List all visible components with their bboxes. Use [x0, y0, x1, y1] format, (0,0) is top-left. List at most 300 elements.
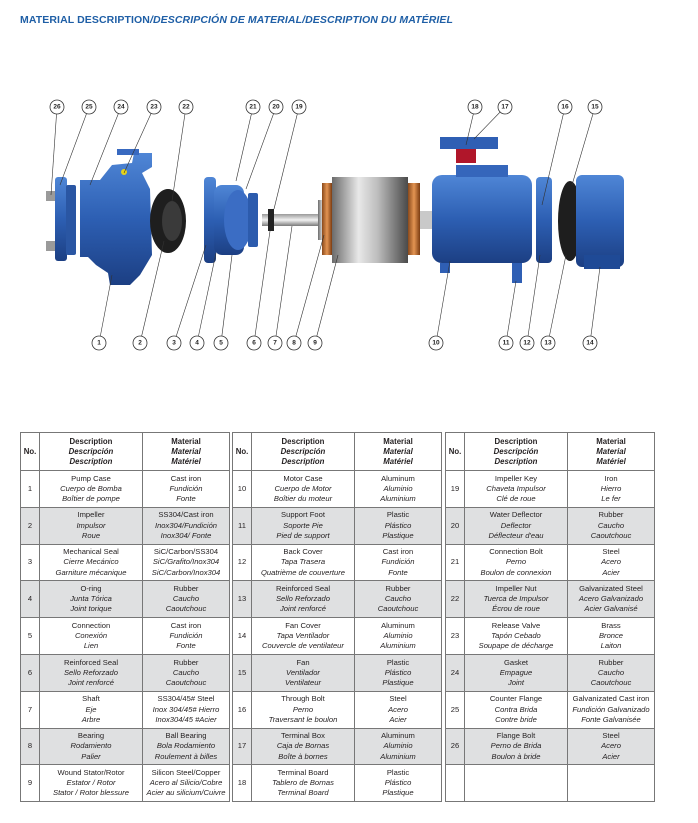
table-row [233, 507, 442, 544]
description-es: Soporte Pie [283, 520, 323, 530]
callout-19 [292, 100, 306, 114]
description-en: Through Bolt [281, 694, 325, 704]
part-number [446, 765, 465, 802]
table-row [233, 654, 442, 691]
material-fr: Caoutchouc [165, 677, 207, 687]
part-number: 26 [446, 728, 465, 765]
part-material [143, 728, 230, 765]
material-en: Brass [601, 620, 621, 630]
callout-16 [558, 100, 572, 114]
material-en: Steel [602, 547, 620, 557]
svg-text:7: 7 [273, 339, 277, 347]
material-fr: SiC/Carbon/Inox304 [151, 567, 221, 577]
callout-23 [147, 100, 161, 114]
part-material [143, 618, 230, 655]
table-row [233, 765, 442, 802]
material-fr: Fonte [388, 567, 408, 577]
material-en: Galvanizated Cast iron [572, 694, 650, 704]
material-table-1 [20, 432, 230, 802]
header-description-en: Description [281, 436, 325, 446]
description-en: Fan [296, 657, 310, 667]
material-en: Silicon Steel/Copper [151, 767, 221, 777]
description-fr: Déflecteur d'eau [488, 530, 544, 540]
callout-15 [588, 100, 602, 114]
description-fr: Boulon de connexion [480, 567, 552, 577]
part-description [252, 654, 355, 691]
part-number: 9 [21, 765, 40, 802]
material-fr: Aluminium [380, 494, 416, 503]
description-es: Impulsor [76, 520, 106, 530]
part-material [355, 765, 442, 802]
part-material [355, 618, 442, 655]
part-material [355, 581, 442, 618]
material-fr: Fonte [176, 641, 196, 651]
svg-text:25: 25 [85, 103, 93, 111]
material-fr: Aluminium [380, 751, 416, 761]
description-en: Impeller Key [494, 473, 538, 483]
exploded-pump-diagram [0, 85, 698, 365]
description-fr: Écrou de roue [492, 604, 540, 614]
svg-text:5: 5 [219, 339, 223, 347]
part-description [40, 618, 143, 655]
part-material [568, 765, 655, 802]
material-en: SS304/Cast iron [158, 510, 214, 520]
part-material [355, 544, 442, 581]
callout-8 [287, 336, 301, 350]
material-fr: Plastique [382, 788, 414, 798]
description-es: Perno [292, 704, 314, 714]
description-fr: Boulon à bride [491, 751, 541, 761]
material-es: Plástico [384, 667, 412, 677]
part-description [40, 691, 143, 728]
material-en: Aluminum [381, 473, 415, 483]
table-row [446, 765, 655, 802]
material-es: Aluminio [383, 630, 413, 640]
header-description [252, 433, 355, 471]
callout-7 [268, 336, 282, 350]
callout-20 [269, 100, 283, 114]
material-fr: Inox304/45 #Acier [155, 714, 217, 724]
description-en: Support Foot [281, 510, 325, 520]
header-material-en: Material [596, 436, 626, 446]
material-es: Aluminio [383, 741, 413, 751]
description-en: Pump Case [71, 473, 111, 483]
material-fr: Aluminium [380, 641, 416, 651]
description-en: Shaft [82, 694, 100, 704]
table-row [21, 471, 230, 508]
material-en: Steel [389, 694, 407, 704]
table-row [21, 618, 230, 655]
part-material [568, 618, 655, 655]
svg-text:18: 18 [471, 103, 479, 111]
description-es: Estator / Rotor [66, 778, 116, 788]
part-description [252, 507, 355, 544]
callout-6 [247, 336, 261, 350]
table-row [21, 544, 230, 581]
callout-25 [82, 100, 96, 114]
material-fr: Fonte Galvanisée [581, 714, 641, 724]
part-description [252, 581, 355, 618]
description-es: Caja de Bornas [276, 741, 330, 751]
part-description [252, 618, 355, 655]
description-es: Conexión [74, 630, 108, 640]
part-description [40, 728, 143, 765]
svg-text:10: 10 [432, 339, 440, 347]
part-material [355, 728, 442, 765]
description-en: Back Cover [283, 547, 323, 557]
material-fr: Inox304/ Fonte [160, 530, 212, 540]
description-en: Terminal Board [277, 767, 329, 777]
part-material [568, 471, 655, 508]
part-number: 25 [446, 691, 465, 728]
table-row [21, 654, 230, 691]
header-material [143, 433, 230, 471]
part-number: 3 [21, 544, 40, 581]
material-fr: Caoutchouc [377, 604, 419, 614]
material-es: Fundición [381, 557, 415, 567]
table-row [446, 581, 655, 618]
table-row [446, 728, 655, 765]
material-en: Aluminum [381, 620, 415, 630]
part-number: 23 [446, 618, 465, 655]
svg-text:21: 21 [249, 103, 257, 111]
description-fr: Clé de roue [496, 494, 536, 503]
part-material [143, 654, 230, 691]
description-es: Deflector [500, 520, 532, 530]
description-es: Eje [85, 704, 97, 714]
part-description [40, 544, 143, 581]
part-number: 1 [21, 471, 40, 508]
part-number: 15 [233, 654, 252, 691]
description-es: Cierre Mecánico [63, 557, 119, 567]
table-row [233, 728, 442, 765]
svg-text:13: 13 [544, 339, 552, 347]
material-fr: Plastique [382, 530, 414, 540]
part-number: 11 [233, 507, 252, 544]
material-es: Acero [601, 741, 621, 751]
table-row [21, 581, 230, 618]
part-number: 17 [233, 728, 252, 765]
description-es: Cuerpo de Bomba [60, 483, 122, 493]
material-en: SS304/45# Steel [157, 694, 215, 704]
part-material [568, 507, 655, 544]
description-es: Perno [505, 557, 527, 567]
part-number: 14 [233, 618, 252, 655]
part-description [465, 471, 568, 508]
table-row [233, 471, 442, 508]
description-fr: Contre bride [495, 714, 537, 724]
description-fr: Roue [81, 530, 101, 540]
part-number: 24 [446, 654, 465, 691]
svg-text:11: 11 [502, 339, 510, 347]
description-es: Sello Reforzado [275, 594, 331, 604]
material-en: Plastic [386, 657, 410, 667]
description-es: Rodamiento [70, 741, 112, 751]
header-description-en: Description [69, 436, 113, 446]
part-number: 7 [21, 691, 40, 728]
callout-2 [133, 336, 147, 350]
header-no: No. [233, 433, 252, 471]
part-description [465, 618, 568, 655]
part-material [143, 471, 230, 508]
description-en: Wound Stator/Rotor [57, 767, 125, 777]
svg-text:23: 23 [150, 103, 158, 111]
header-no: No. [21, 433, 40, 471]
material-fr: Plastique [382, 677, 414, 687]
part-description [252, 765, 355, 802]
part-number: 13 [233, 581, 252, 618]
material-table-2 [232, 432, 442, 802]
material-en: Iron [604, 473, 618, 483]
material-es: Acero Galvanizado [578, 594, 644, 604]
table-row [446, 544, 655, 581]
table-row [233, 581, 442, 618]
description-es: Tapa Trasera [280, 557, 326, 567]
material-en: Rubber [598, 510, 624, 520]
callout-21 [246, 100, 260, 114]
material-fr: Fonte [176, 494, 196, 503]
table-row [233, 691, 442, 728]
description-fr: Pied de support [276, 530, 330, 540]
part-description [252, 691, 355, 728]
material-fr: Acier [602, 567, 620, 577]
svg-text:4: 4 [195, 339, 199, 347]
part-material [568, 581, 655, 618]
description-fr: Garniture mécanique [55, 567, 127, 577]
part-material [355, 691, 442, 728]
material-en: Aluminum [381, 731, 415, 741]
material-es: Bronce [598, 630, 624, 640]
svg-text:26: 26 [53, 103, 61, 111]
table-row [446, 654, 655, 691]
material-fr: Caoutchouc [165, 604, 207, 614]
material-fr: Le fer [601, 494, 621, 503]
part-material [355, 471, 442, 508]
description-fr: Terminal Board [277, 788, 329, 798]
part-description [465, 654, 568, 691]
part-number: 4 [21, 581, 40, 618]
part-material [355, 507, 442, 544]
table-header-row [21, 433, 230, 471]
material-fr: Acier [389, 714, 407, 724]
description-fr: Quatrième de couverture [261, 567, 345, 577]
description-fr: Palier [81, 751, 101, 761]
part-description [465, 544, 568, 581]
description-fr: Boîte à bornes [278, 751, 328, 761]
table-row [446, 507, 655, 544]
description-es: Junta Tórica [70, 594, 112, 604]
material-fr: Roulement à billes [154, 751, 218, 761]
table-row [21, 728, 230, 765]
svg-text:16: 16 [561, 103, 569, 111]
material-es: Aluminio [383, 483, 413, 493]
part-material [143, 691, 230, 728]
part-number: 2 [21, 507, 40, 544]
material-es: Fundición [169, 630, 203, 640]
material-en: Plastic [386, 510, 410, 520]
svg-text:20: 20 [272, 103, 280, 111]
description-en: Mechanical Seal [63, 547, 119, 557]
description-fr: Couvercle de ventilateur [262, 641, 344, 651]
description-en: O-ring [80, 583, 102, 593]
description-es: Cuerpo de Motor [274, 483, 332, 493]
svg-text:6: 6 [252, 339, 256, 347]
part-description [465, 691, 568, 728]
part-description [252, 471, 355, 508]
header-description-fr: Description [69, 456, 113, 466]
part-description [465, 728, 568, 765]
description-en: Terminal Box [281, 731, 325, 741]
part-description [40, 765, 143, 802]
part-material [568, 544, 655, 581]
description-en: Counter Flange [489, 694, 543, 704]
description-fr: Joint renforcé [67, 677, 114, 687]
part-number: 8 [21, 728, 40, 765]
description-es: Tapa Ventilador [276, 630, 330, 640]
part-number: 18 [233, 765, 252, 802]
material-es: Caucho [172, 594, 200, 604]
svg-text:9: 9 [313, 339, 317, 347]
description-fr: Ventilateur [284, 677, 322, 687]
material-fr: Acier Galvanisé [584, 604, 638, 614]
part-material [143, 507, 230, 544]
material-es: Fundición [169, 483, 203, 493]
description-es: Tablero de Bornas [272, 778, 334, 788]
table-row [233, 544, 442, 581]
svg-text:2: 2 [138, 339, 142, 347]
svg-text:15: 15 [591, 103, 599, 111]
table-row [21, 507, 230, 544]
title-english: MATERIAL DESCRIPTION [20, 14, 150, 26]
svg-text:19: 19 [295, 103, 303, 111]
part-material [355, 654, 442, 691]
callout-3 [167, 336, 181, 350]
material-es: Acero [388, 704, 408, 714]
description-en: Connection [71, 620, 111, 630]
part-number: 5 [21, 618, 40, 655]
callout-17 [498, 100, 512, 114]
material-es: Caucho [597, 520, 625, 530]
description-fr: Soupape de décharge [478, 641, 554, 651]
part-description [465, 507, 568, 544]
description-en: Water Deflector [489, 510, 543, 520]
part-material [568, 654, 655, 691]
header-description-es: Descripción [493, 446, 539, 456]
material-es: Caucho [172, 667, 200, 677]
material-es: Acero [601, 557, 621, 567]
pump-parts [46, 137, 624, 285]
header-description-en: Description [494, 436, 538, 446]
header-description [465, 433, 568, 471]
header-description-fr: Description [281, 456, 325, 466]
description-fr: Boîtier du moteur [273, 494, 333, 503]
description-en: Flange Bolt [496, 731, 536, 741]
material-es: Caucho [597, 667, 625, 677]
callout-26 [50, 100, 64, 114]
header-material-es: Material [383, 446, 413, 456]
description-en: Motor Case [283, 473, 323, 483]
material-es: Inox304/Fundición [154, 520, 218, 530]
part-material [143, 765, 230, 802]
description-en: Impeller [77, 510, 105, 520]
callout-10 [429, 336, 443, 350]
part-number: 16 [233, 691, 252, 728]
svg-text:8: 8 [292, 339, 296, 347]
description-es: Ventilador [286, 667, 320, 677]
svg-text:17: 17 [501, 103, 509, 111]
title-translations: /DESCRIPCIÓN DE MATERIAL/DESCRIPTION DU MATÉRIEL [149, 14, 454, 26]
svg-text:22: 22 [182, 103, 190, 111]
header-material-es: Material [171, 446, 201, 456]
description-en: Fan Cover [285, 620, 321, 630]
table-row [446, 618, 655, 655]
header-description-fr: Description [494, 456, 538, 466]
table-header-row [233, 433, 442, 471]
part-description [40, 507, 143, 544]
material-fr: Caoutchouc [590, 530, 632, 540]
callout-18 [468, 100, 482, 114]
description-es: Chaveta Impulsor [486, 483, 546, 493]
callout-9 [308, 336, 322, 350]
table-row [21, 765, 230, 802]
part-number: 19 [446, 471, 465, 508]
description-fr: Joint renforcé [279, 604, 326, 614]
description-fr: Lien [83, 641, 99, 651]
header-material-es: Material [596, 446, 626, 456]
table-row [21, 691, 230, 728]
part-number: 12 [233, 544, 252, 581]
part-material [568, 691, 655, 728]
material-fr: Caoutchouc [590, 677, 632, 687]
part-description [465, 581, 568, 618]
part-description [40, 471, 143, 508]
callout-12 [520, 336, 534, 350]
description-fr: Joint [507, 677, 525, 687]
description-en: Reinforced Seal [63, 657, 119, 667]
material-en: SiC/Carbon/SS304 [153, 547, 219, 557]
callout-5 [214, 336, 228, 350]
header-description-es: Descripción [280, 446, 326, 456]
table-row [233, 618, 442, 655]
part-description [40, 581, 143, 618]
material-en: Cast iron [382, 547, 414, 557]
callout-11 [499, 336, 513, 350]
description-es: Sello Reforzado [63, 667, 119, 677]
svg-text:12: 12 [523, 339, 531, 347]
description-en: Connection Bolt [489, 547, 543, 557]
material-en: Galvanizated Steel [579, 583, 643, 593]
part-description [252, 728, 355, 765]
part-number: 10 [233, 471, 252, 508]
table-row [446, 471, 655, 508]
description-es: Tapón Cebado [491, 630, 541, 640]
callout-4 [190, 336, 204, 350]
callout-13 [541, 336, 555, 350]
material-en: Cast iron [170, 473, 202, 483]
callout-24 [114, 100, 128, 114]
description-en: Gasket [503, 657, 529, 667]
svg-text:3: 3 [172, 339, 176, 347]
part-material [143, 581, 230, 618]
svg-text:14: 14 [586, 339, 594, 347]
description-es: Perno de Brida [490, 741, 542, 751]
material-fr: Acier [602, 751, 620, 761]
part-number: 20 [446, 507, 465, 544]
part-material [568, 728, 655, 765]
material-en: Rubber [598, 657, 624, 667]
material-es: SiC/Grafito/Inox304 [152, 557, 220, 567]
description-en: Reinforced Seal [275, 583, 331, 593]
